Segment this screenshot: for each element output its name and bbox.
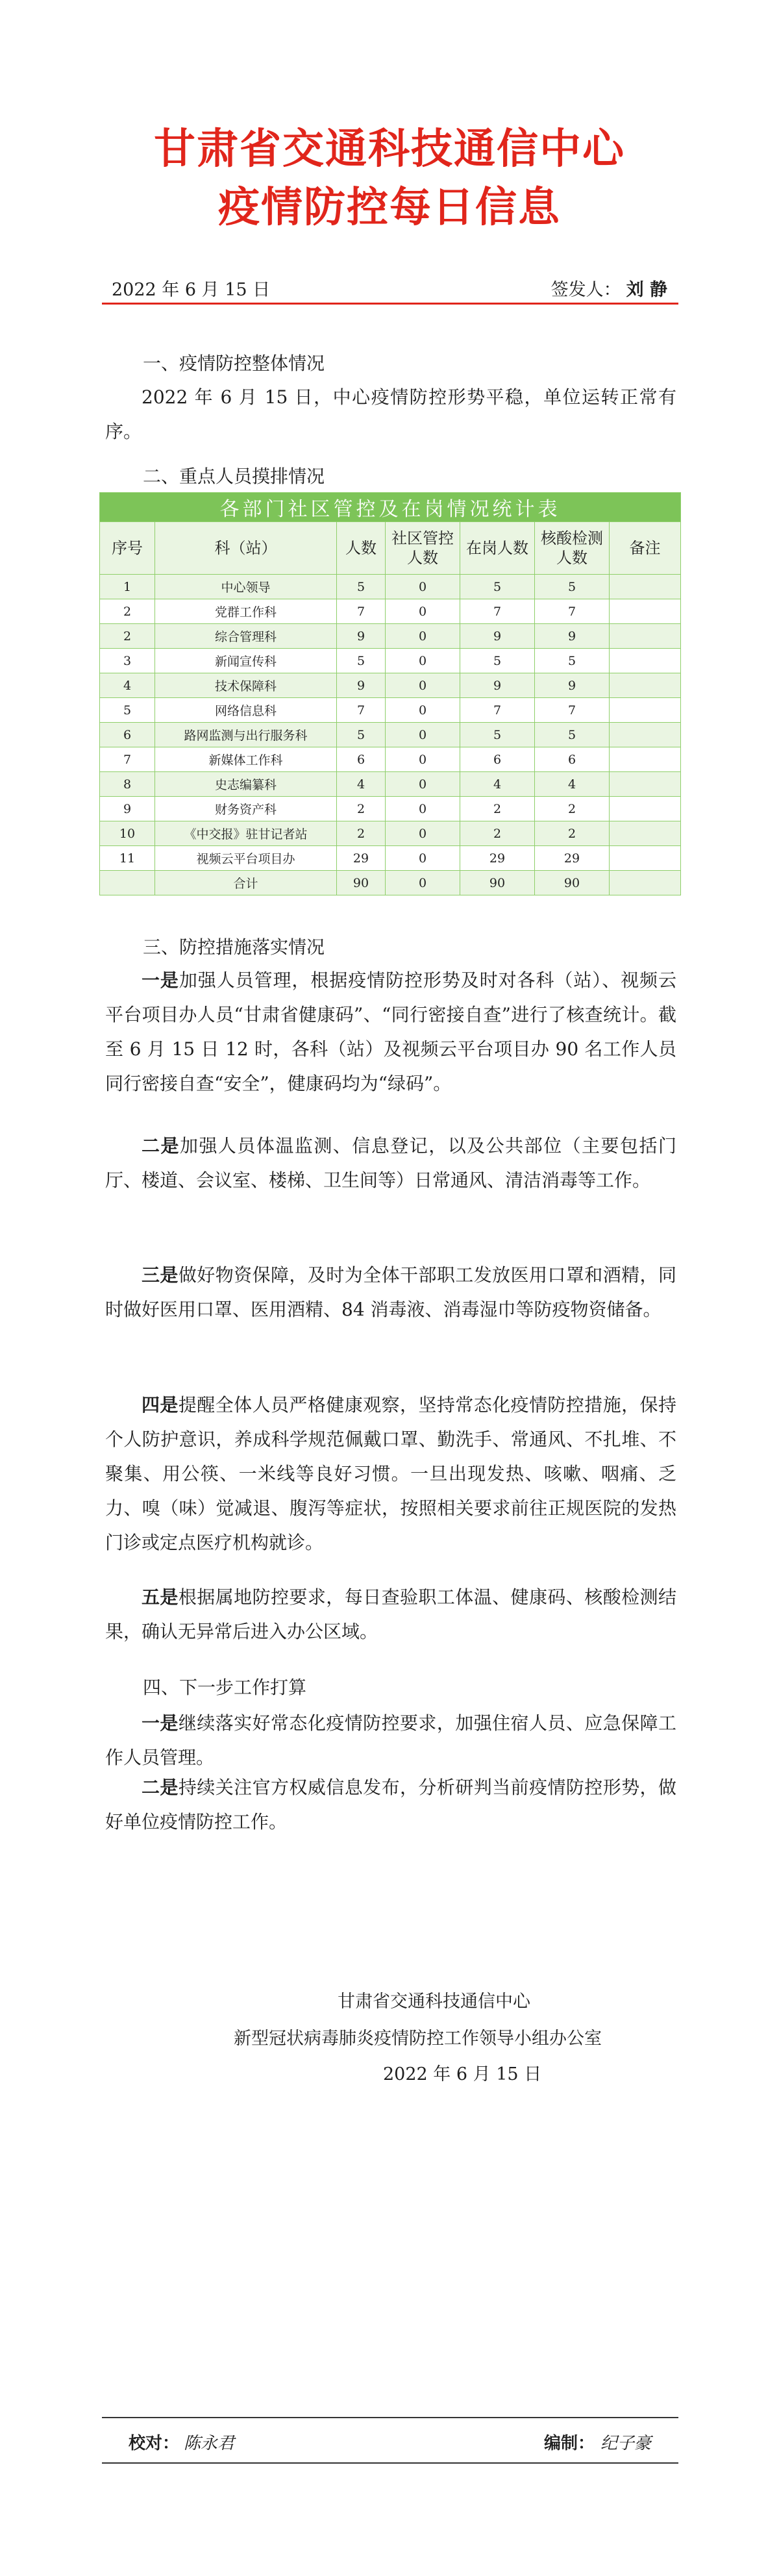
table-cell: 5 [100, 698, 155, 723]
table-cell: 0 [386, 698, 460, 723]
table-cell: 9 [460, 624, 535, 649]
table-cell [610, 797, 681, 821]
table-cell: 11 [100, 846, 155, 871]
table-cell: 2 [100, 599, 155, 624]
table-cell: 90 [337, 871, 386, 895]
table-cell: 9 [535, 624, 610, 649]
table-cell: 9 [460, 673, 535, 698]
measure-item [105, 963, 676, 1101]
table-row [100, 599, 681, 624]
table-cell: 9 [100, 797, 155, 821]
table-cell: 中心领导 [155, 575, 337, 599]
column-header: 序号 [100, 522, 155, 575]
column-header: 备注 [610, 522, 681, 575]
table-cell: 1 [100, 575, 155, 599]
table-row [100, 624, 681, 649]
table-total-row [100, 871, 681, 895]
table-cell: 6 [100, 723, 155, 747]
plan-lead: 二是 [142, 1777, 179, 1798]
section1-heading: 一、疫情防控整体情况 [143, 353, 325, 374]
column-header: 社区管控人数 [386, 522, 460, 575]
stats-table-wrap [99, 492, 680, 895]
measure-lead: 二是 [142, 1135, 180, 1157]
table-cell: 7 [337, 599, 386, 624]
column-header: 人数 [337, 522, 386, 575]
table-cell: 3 [100, 649, 155, 673]
plan-text: 继续落实好常态化疫情防控要求，加强住宿人员、应急保障工作人员管理。 [105, 1712, 676, 1768]
table-cell: 2 [535, 797, 610, 821]
table-cell: 《中交报》驻甘记者站 [155, 821, 337, 846]
table-cell: 0 [386, 772, 460, 797]
table-cell: 5 [535, 575, 610, 599]
table-cell: 7 [337, 698, 386, 723]
table-cell [100, 871, 155, 895]
table-cell: 7 [535, 599, 610, 624]
section4-heading: 四、下一步工作打算 [143, 1677, 307, 1698]
table-cell: 5 [460, 723, 535, 747]
table-cell: 0 [386, 624, 460, 649]
table-cell: 5 [535, 649, 610, 673]
measure-text: 加强人员体温监测、信息登记，以及公共部位（主要包括门厅、楼道、会议室、楼梯、卫生间等）日常通风、清洁消毒等工作。 [105, 1135, 676, 1191]
table-cell [610, 575, 681, 599]
table-cell: 0 [386, 747, 460, 772]
table-cell: 2 [535, 821, 610, 846]
table-cell: 5 [337, 649, 386, 673]
table-cell: 综合管理科 [155, 624, 337, 649]
table-cell: 技术保障科 [155, 673, 337, 698]
table-cell: 90 [460, 871, 535, 895]
table-cell: 9 [337, 673, 386, 698]
table-cell: 0 [386, 821, 460, 846]
table-cell: 2 [460, 821, 535, 846]
table-cell: 0 [386, 871, 460, 895]
table-cell: 0 [386, 575, 460, 599]
table-cell: 9 [535, 673, 610, 698]
column-header: 在岗人数 [460, 522, 535, 575]
measure-lead: 四是 [142, 1394, 179, 1416]
section2-heading: 二、重点人员摸排情况 [143, 466, 325, 487]
table-cell: 6 [535, 747, 610, 772]
measure-item [105, 1258, 676, 1327]
table-cell: 5 [460, 649, 535, 673]
table-cell: 7 [535, 698, 610, 723]
document-subtitle: 疫情防控每日信息 [218, 183, 561, 232]
table-cell: 2 [337, 821, 386, 846]
table-cell: 6 [460, 747, 535, 772]
table-cell [610, 649, 681, 673]
table-cell: 5 [535, 723, 610, 747]
table-cell: 路网监测与出行服务科 [155, 723, 337, 747]
table-row [100, 698, 681, 723]
table-caption: 各部门社区管控及在岗情况统计表 [100, 493, 681, 522]
table-cell: 4 [337, 772, 386, 797]
measure-lead: 一是 [142, 969, 179, 991]
table-cell: 6 [337, 747, 386, 772]
table-cell [610, 673, 681, 698]
plan-lead: 一是 [142, 1712, 179, 1734]
table-cell: 史志编纂科 [155, 772, 337, 797]
table-cell: 29 [337, 846, 386, 871]
table-cell: 新媒体工作科 [155, 747, 337, 772]
signature-date: 2022 年 6 月 15 日 [383, 2064, 542, 2084]
table-cell: 7 [460, 698, 535, 723]
measure-item [105, 1580, 676, 1649]
column-header: 科（站） [155, 522, 337, 575]
table-cell: 5 [460, 575, 535, 599]
table-row [100, 673, 681, 698]
measure-item [105, 1388, 676, 1560]
table-cell: 2 [460, 797, 535, 821]
table-cell: 7 [460, 599, 535, 624]
editor-name: 纪子豪 [600, 2434, 652, 2453]
table-row [100, 649, 681, 673]
table-cell [610, 698, 681, 723]
measure-text: 做好物资保障，及时为全体干部职工发放医用口罩和酒精，同时做好医用口罩、医用酒精、84 消毒液、消毒湿巾等防疫物资储备。 [105, 1264, 676, 1320]
table-cell: 视频云平台项目办 [155, 846, 337, 871]
table-row [100, 747, 681, 772]
measure-text: 提醒全体人员严格健康观察，坚持常态化疫情防控措施，保持个人防护意识，养成科学规范佩戴口罩、勤洗手、常通风、不扎堆、不聚集、用公筷、一米线等良好习惯。一旦出现发热、咳嗽、咽痛、乏力、嗅（味）觉减退、腹泻等症状，按照相关要求前往正规医院的发热门诊或定点医疗机构就诊。 [105, 1394, 676, 1553]
signer-name: 刘 静 [626, 280, 667, 300]
table-cell: 9 [337, 624, 386, 649]
signature-office: 新型冠状病毒肺炎疫情防控工作领导小组办公室 [234, 2029, 602, 2049]
plan-item [105, 1770, 676, 1839]
table-cell: 2 [337, 797, 386, 821]
table-cell: 4 [460, 772, 535, 797]
section1-text: 2022 年 6 月 15 日，中心疫情防控形势平稳，单位运转正常有序。 [105, 386, 676, 442]
table-cell [610, 871, 681, 895]
measure-lead: 三是 [142, 1264, 179, 1286]
table-cell: 党群工作科 [155, 599, 337, 624]
footer-bottom-divider [102, 2462, 678, 2464]
table-cell: 90 [535, 871, 610, 895]
plan-item [105, 1706, 676, 1775]
table-row [100, 575, 681, 599]
editor-label: 编制： [544, 2434, 595, 2453]
table-body [100, 575, 681, 871]
table-cell: 0 [386, 797, 460, 821]
issue-date: 2022 年 6 月 15 日 [112, 280, 271, 300]
measure-lead: 五是 [142, 1586, 179, 1608]
table-cell: 0 [386, 846, 460, 871]
column-header: 核酸检测人数 [535, 522, 610, 575]
table-cell: 5 [337, 575, 386, 599]
document-title: 甘肃省交通科技通信中心 [154, 125, 625, 173]
table-cell: 合计 [155, 871, 337, 895]
signer-label: 签发人： [550, 280, 621, 300]
measure-item [105, 1129, 676, 1197]
signature-org: 甘肃省交通科技通信中心 [338, 1992, 530, 2012]
table-cell: 10 [100, 821, 155, 846]
table-cell: 0 [386, 673, 460, 698]
proofread-label: 校对： [129, 2434, 180, 2453]
table-cell: 7 [100, 747, 155, 772]
table-row [100, 821, 681, 846]
table-row [100, 846, 681, 871]
table-cell [610, 772, 681, 797]
proofread-name: 陈永君 [184, 2434, 235, 2453]
table-cell: 0 [386, 599, 460, 624]
table-header-row [100, 522, 681, 575]
table-cell: 0 [386, 649, 460, 673]
plan-text: 持续关注官方权威信息发布，分析研判当前疫情防控形势，做好单位疫情防控工作。 [105, 1777, 676, 1832]
stats-table [99, 492, 681, 895]
table-cell: 5 [337, 723, 386, 747]
table-cell: 29 [535, 846, 610, 871]
table-cell [610, 723, 681, 747]
table-cell: 4 [100, 673, 155, 698]
header-red-divider [102, 303, 678, 305]
table-row [100, 797, 681, 821]
measure-text: 根据属地防控要求，每日查验职工体温、健康码、核酸检测结果，确认无异常后进入办公区域。 [105, 1586, 676, 1642]
table-cell: 2 [100, 624, 155, 649]
table-cell: 8 [100, 772, 155, 797]
table-row [100, 723, 681, 747]
table-cell: 29 [460, 846, 535, 871]
table-cell [610, 624, 681, 649]
section3-heading: 三、防控措施落实情况 [143, 936, 325, 958]
table-cell: 新闻宣传科 [155, 649, 337, 673]
table-cell [610, 747, 681, 772]
table-cell [610, 846, 681, 871]
table-cell: 财务资产科 [155, 797, 337, 821]
footer-top-divider [102, 2417, 678, 2418]
signer [551, 275, 667, 301]
table-cell: 网络信息科 [155, 698, 337, 723]
table-cell [610, 599, 681, 624]
table-row [100, 772, 681, 797]
table-cell: 4 [535, 772, 610, 797]
table-cell [610, 821, 681, 846]
measure-text: 加强人员管理，根据疫情防控形势及时对各科（站）、视频云平台项目办人员“甘肃省健康码”、“同行密接自查”进行了核查统计。截至 6 月 15 日 12 时，各科（站）及视频云平台项目办 90 名工作人员同行密接自查“安全”，健康码均为“绿码”。 [105, 969, 676, 1094]
table-cell: 0 [386, 723, 460, 747]
